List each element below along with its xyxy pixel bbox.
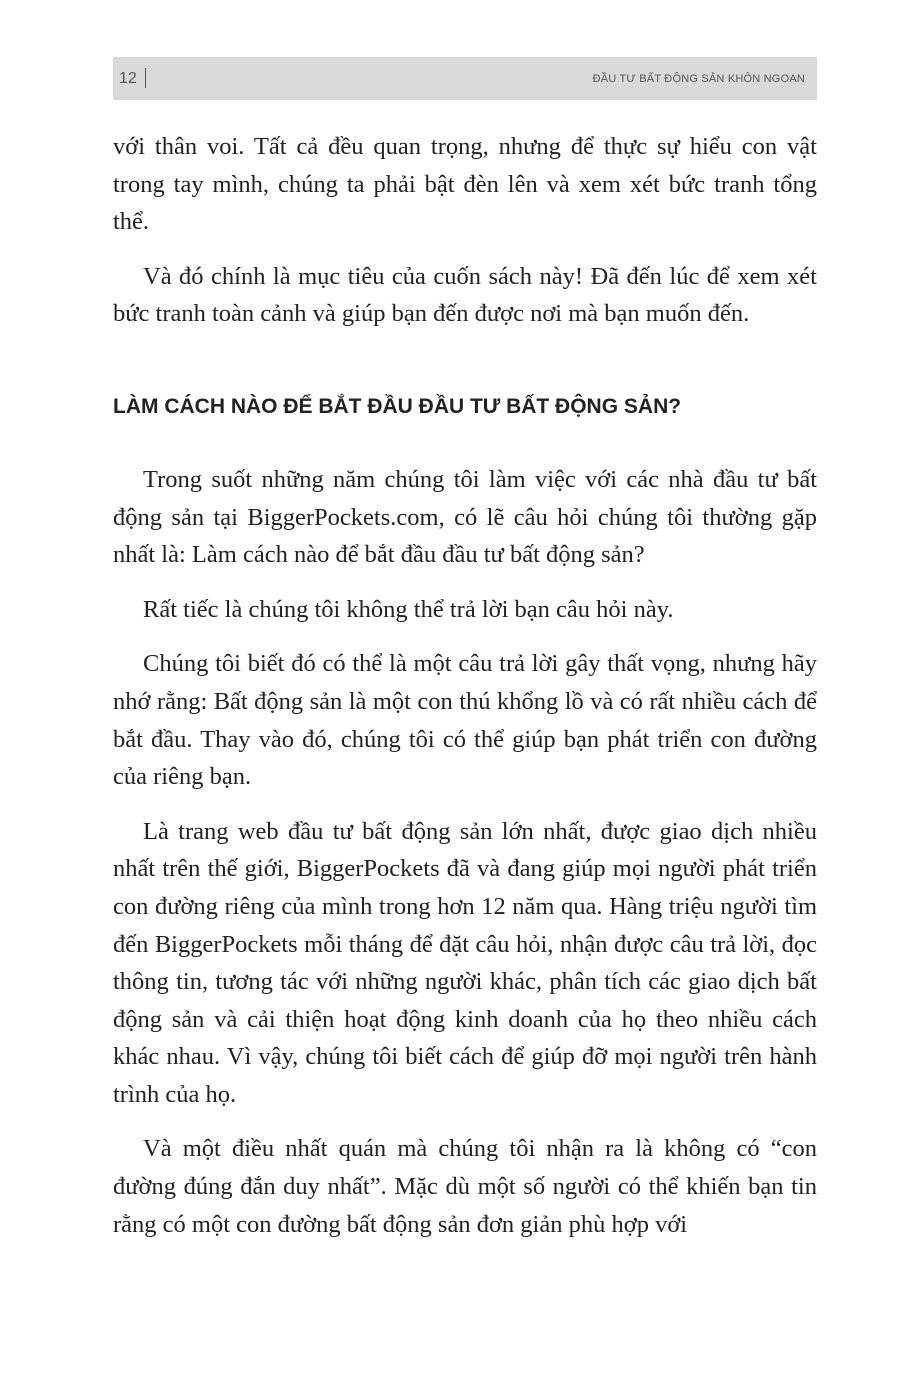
paragraph: Là trang web đầu tư bất động sản lớn nhất, được giao dịch nhiều nhất trên thế giới, BiggerPockets đã và đang giúp mọi người phát triển con đường riêng của mình trong hơn 12 năm qua. Hàng triệu người tìm đến BiggerPockets mỗi tháng để đặt câu hỏi, nhận được câu trả lời, đọc thông tin, tương tác với những người khác, phân tích các giao dịch bất động sản và cải thiện hoạt động kinh doanh của họ theo nhiều cách khác nhau. Vì vậy, chúng tôi biết cách để giúp đỡ mọi người trên hành trình của họ. — [113, 817, 817, 1108]
running-header — [113, 57, 817, 100]
paragraph: Chúng tôi biết đó có thể là một câu trả lời gây thất vọng, nhưng hãy nhớ rằng: Bất động sản là một con thú khổng lồ và có rất nhiều cách để bắt đầu. Thay vào đó, chúng tôi có thể giúp bạn phát triển con đường của riêng bạn. — [113, 650, 817, 791]
header-divider — [145, 68, 146, 88]
paragraph: Rất tiếc là chúng tôi không thể trả lời bạn câu hỏi này. — [143, 595, 674, 623]
paragraph: Và đó chính là mục tiêu của cuốn sách này! Đã đến lúc để xem xét bức tranh toàn cảnh và giúp bạn đến được nơi mà bạn muốn đến. — [113, 262, 817, 328]
section-heading: LÀM CÁCH NÀO ĐỂ BẮT ĐẦU ĐẦU TƯ BẤT ĐỘNG SẢN? — [113, 394, 682, 418]
paragraph: Trong suốt những năm chúng tôi làm việc với các nhà đầu tư bất động sản tại BiggerPockets.com, có lẽ câu hỏi chúng tôi thường gặp nhất là: Làm cách nào để bắt đầu đầu tư bất động sản? — [113, 465, 817, 569]
page-number: 12 — [119, 70, 137, 87]
page-body — [113, 128, 817, 1260]
paragraph: Và một điều nhất quán mà chúng tôi nhận ra là không có “con đường đúng đắn duy nhất”. Mặc dù một số người có thể khiến bạn tin rằng có một con đường bất động sản đơn giản phù hợp với — [113, 1135, 817, 1238]
running-title: ĐẦU TƯ BẤT ĐỘNG SẢN KHÔN NGOAN — [592, 73, 805, 85]
paragraph-continued: với thân voi. Tất cả đều quan trọng, nhưng để thực sự hiểu con vật trong tay mình, chúng ta phải bật đèn lên và xem xét bức tranh tổng thể. — [113, 133, 817, 236]
